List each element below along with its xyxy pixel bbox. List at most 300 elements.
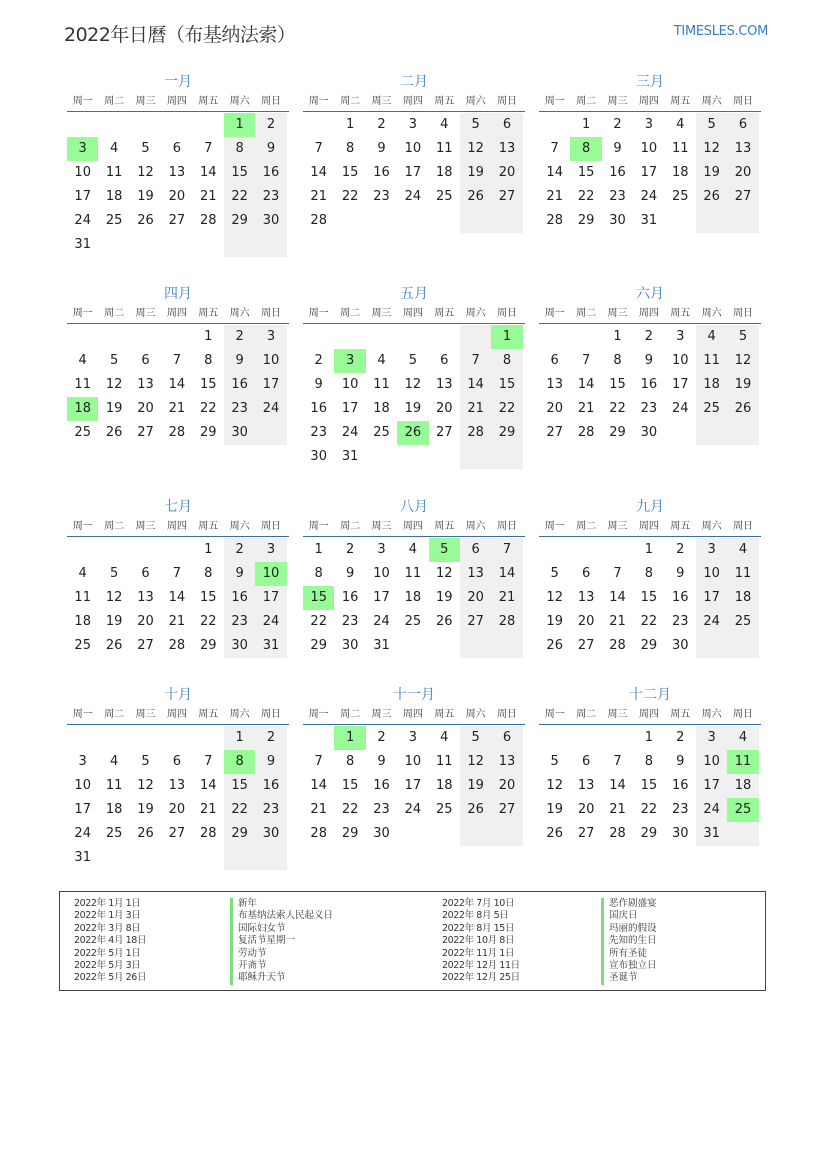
day-cell: 1 (224, 726, 255, 750)
day-cell: 27 (577, 638, 595, 653)
day-cell: 28 (546, 213, 563, 228)
day-cell: 18 (696, 373, 727, 397)
empty-cell (366, 445, 397, 469)
holiday-name: 布基纳法索人民起义日 (238, 910, 334, 922)
day-cell: 25 (105, 213, 123, 228)
empty-cell (397, 822, 428, 846)
weekday-label: 周三 (371, 308, 392, 319)
day-cell: 10 (404, 141, 422, 156)
day-grid (539, 726, 761, 846)
day-cell: 14 (310, 778, 327, 793)
weekday-label: 周六 (701, 521, 722, 532)
day-grid (67, 726, 289, 870)
day-cell: 28 (310, 826, 327, 841)
weekday-label: 周四 (166, 308, 187, 319)
day-cell: 9 (377, 141, 386, 156)
empty-cell (491, 822, 522, 846)
day-cell: 20 (460, 586, 491, 610)
empty-cell (570, 538, 601, 562)
holiday-name: 复活节星期一 (238, 935, 296, 947)
day-cell: 30 (341, 638, 359, 653)
day-cell: 20 (137, 614, 154, 629)
month-block (303, 497, 525, 658)
day-cell: 23 (224, 610, 255, 634)
day-cell: 13 (577, 590, 595, 605)
day-cell: 22 (341, 802, 359, 817)
day-cell: 8 (613, 353, 622, 368)
day-cell: 5 (550, 754, 559, 769)
day-cell: 27 (137, 425, 154, 440)
day-cell: 8 (644, 754, 653, 769)
day-cell: 15 (224, 774, 255, 798)
empty-cell (570, 726, 601, 750)
day-cell: 7 (460, 349, 491, 373)
day-cell: 12 (137, 778, 154, 793)
day-cell: 30 (609, 213, 626, 228)
day-cell: 19 (435, 590, 453, 605)
day-cell: 1 (581, 117, 591, 132)
day-cell: 9 (224, 562, 255, 586)
day-cell: 5 (460, 726, 491, 750)
day-cell: 8 (314, 566, 323, 581)
day-cell: 13 (137, 590, 154, 605)
day-cell: 20 (546, 401, 563, 416)
day-cell: 15 (609, 377, 626, 392)
holiday-day-cell: 26 (397, 421, 428, 445)
day-cell: 30 (671, 826, 689, 841)
day-cell: 4 (440, 117, 449, 132)
day-cell: 17 (404, 165, 422, 180)
day-cell: 20 (577, 614, 595, 629)
day-cell: 26 (696, 185, 727, 209)
weekday-label: 周日 (733, 96, 754, 107)
weekday-label: 周三 (607, 308, 628, 319)
day-cell: 5 (141, 141, 150, 156)
day-cell: 11 (727, 562, 758, 586)
day-cell: 19 (105, 401, 123, 416)
weekday-header (67, 519, 289, 537)
weekday-label: 周日 (261, 521, 282, 532)
empty-cell (303, 325, 334, 349)
empty-cell (429, 325, 460, 349)
holiday-name: 恶作剧盛宴 (609, 898, 657, 909)
month-block (539, 685, 761, 846)
empty-cell (727, 209, 758, 233)
holiday-list (59, 891, 766, 991)
day-cell: 24 (671, 401, 689, 416)
day-cell: 10 (341, 377, 359, 392)
empty-cell (67, 726, 98, 750)
month-block (303, 685, 525, 846)
day-cell: 10 (404, 754, 422, 769)
day-cell: 24 (74, 213, 91, 228)
day-cell: 10 (74, 778, 91, 793)
empty-cell (397, 634, 428, 658)
day-cell: 15 (341, 778, 359, 793)
empty-cell (130, 538, 161, 562)
day-cell: 1 (314, 542, 323, 557)
day-cell: 26 (727, 397, 758, 421)
day-cell: 1 (644, 542, 653, 557)
day-cell: 22 (577, 189, 595, 204)
day-cell: 17 (74, 802, 91, 817)
day-cell: 25 (404, 614, 422, 629)
day-cell: 30 (640, 425, 658, 440)
month-name: 二月 (400, 74, 428, 90)
weekday-label: 周五 (434, 308, 455, 319)
day-cell: 9 (255, 750, 286, 774)
month-name: 十月 (164, 687, 192, 703)
day-cell: 2 (255, 726, 286, 750)
holiday-date: 2022年 8月 15日 (442, 922, 515, 934)
day-cell: 2 (224, 325, 255, 349)
empty-cell (397, 209, 428, 233)
empty-cell (429, 634, 460, 658)
day-cell: 28 (168, 425, 186, 440)
empty-cell (570, 325, 601, 349)
holiday-name: 玛丽的假设 (609, 922, 657, 934)
holiday-date: 2022年 8月 5日 (442, 910, 509, 922)
day-cell: 6 (172, 141, 181, 156)
day-cell: 15 (491, 373, 522, 397)
empty-cell (727, 634, 758, 658)
day-cell: 2 (644, 329, 653, 344)
day-cell: 14 (491, 562, 522, 586)
day-cell: 27 (137, 638, 154, 653)
day-cell: 17 (640, 165, 658, 180)
day-cell: 2 (613, 117, 622, 132)
day-cell: 29 (341, 826, 359, 841)
day-cell: 8 (491, 349, 522, 373)
weekday-label: 周六 (465, 521, 486, 532)
day-cell: 21 (546, 189, 563, 204)
day-cell: 2 (676, 730, 685, 745)
day-cell: 12 (460, 750, 491, 774)
day-cell: 18 (435, 778, 453, 793)
day-cell: 16 (255, 161, 286, 185)
day-cell: 21 (460, 397, 491, 421)
day-cell: 22 (224, 185, 255, 209)
day-cell: 29 (609, 425, 626, 440)
day-cell: 27 (435, 425, 453, 440)
month-name: 四月 (164, 286, 192, 302)
day-cell: 16 (373, 778, 390, 793)
weekday-label: 周三 (135, 96, 156, 107)
day-cell: 22 (199, 614, 217, 629)
day-cell: 18 (74, 614, 91, 629)
day-cell: 24 (696, 798, 727, 822)
weekday-label: 周四 (402, 308, 423, 319)
day-cell: 28 (199, 213, 217, 228)
empty-cell (98, 325, 129, 349)
day-cell: 5 (727, 325, 758, 349)
day-cell: 29 (224, 822, 255, 846)
day-cell: 18 (671, 165, 689, 180)
holiday-name: 开斋节 (238, 960, 267, 972)
day-cell: 5 (109, 566, 119, 581)
day-cell: 6 (581, 566, 591, 581)
day-cell: 13 (435, 377, 453, 392)
weekday-label: 周五 (198, 709, 219, 720)
month-name: 十一月 (393, 687, 435, 703)
month-name: 九月 (636, 499, 664, 515)
day-cell: 11 (74, 377, 91, 392)
day-cell: 29 (224, 209, 255, 233)
empty-cell (193, 846, 224, 870)
day-cell: 17 (671, 377, 689, 392)
day-cell: 31 (74, 850, 91, 865)
day-cell: 2 (676, 542, 685, 557)
day-cell: 21 (491, 586, 522, 610)
day-cell: 18 (105, 802, 123, 817)
holiday-date: 2022年 5月 26日 (74, 972, 147, 984)
holiday-name: 圣诞节 (609, 972, 638, 984)
day-cell: 2 (377, 730, 386, 745)
empty-cell (193, 113, 224, 137)
day-cell: 22 (640, 614, 658, 629)
day-cell: 20 (577, 802, 595, 817)
weekday-label: 周四 (638, 96, 659, 107)
weekday-label: 周二 (576, 709, 597, 720)
day-cell: 21 (609, 802, 626, 817)
day-cell: 7 (204, 141, 213, 156)
day-cell: 4 (727, 726, 758, 750)
day-cell: 25 (74, 638, 91, 653)
month-name: 五月 (400, 286, 428, 302)
weekday-label: 周二 (104, 709, 125, 720)
empty-cell (429, 209, 460, 233)
day-cell: 16 (671, 778, 689, 793)
day-cell: 12 (696, 137, 727, 161)
day-cell: 23 (671, 802, 689, 817)
day-cell: 14 (460, 373, 491, 397)
day-cell: 6 (440, 353, 449, 368)
weekday-label: 周五 (670, 96, 691, 107)
weekday-label: 周六 (465, 308, 486, 319)
empty-cell (696, 209, 727, 233)
day-cell: 13 (491, 137, 522, 161)
day-grid (67, 538, 289, 658)
day-cell: 21 (577, 401, 595, 416)
day-cell: 26 (137, 826, 154, 841)
day-cell: 16 (310, 401, 327, 416)
empty-cell (130, 325, 161, 349)
holiday-date: 2022年 1月 3日 (74, 910, 141, 922)
day-cell: 22 (609, 401, 626, 416)
day-cell: 27 (168, 826, 186, 841)
day-cell: 3 (408, 117, 417, 132)
empty-cell (539, 325, 570, 349)
day-cell: 14 (609, 778, 626, 793)
weekday-label: 周三 (371, 709, 392, 720)
day-cell: 30 (224, 421, 255, 445)
holiday-day-cell: 3 (67, 137, 98, 161)
day-cell: 4 (78, 566, 87, 581)
day-cell: 11 (373, 377, 390, 392)
day-cell: 14 (546, 165, 563, 180)
day-cell: 17 (255, 586, 286, 610)
day-cell: 13 (460, 562, 491, 586)
empty-cell (98, 233, 129, 257)
weekday-label: 周四 (402, 709, 423, 720)
month-block (303, 284, 525, 469)
day-cell: 3 (676, 329, 685, 344)
weekday-label: 周五 (670, 308, 691, 319)
day-cell: 18 (727, 774, 758, 798)
day-cell: 23 (310, 425, 327, 440)
day-cell: 12 (105, 377, 123, 392)
day-grid (67, 325, 289, 445)
day-cell: 2 (314, 353, 323, 368)
site-logo[interactable]: TIMESLES.COM (673, 24, 768, 39)
empty-cell (397, 445, 428, 469)
day-cell: 26 (460, 798, 491, 822)
day-cell: 12 (435, 566, 453, 581)
empty-cell (602, 538, 633, 562)
month-block (67, 284, 289, 445)
weekday-label: 周四 (638, 709, 659, 720)
day-cell: 7 (204, 754, 213, 769)
day-cell: 10 (671, 353, 689, 368)
weekday-label: 周二 (104, 308, 125, 319)
day-cell: 19 (696, 161, 727, 185)
empty-cell (460, 445, 491, 469)
day-cell: 27 (168, 213, 186, 228)
day-cell: 14 (168, 590, 186, 605)
weekday-label: 周四 (166, 709, 187, 720)
day-cell: 23 (671, 614, 689, 629)
weekday-label: 周五 (670, 709, 691, 720)
day-cell: 24 (640, 189, 658, 204)
day-cell: 6 (172, 754, 181, 769)
day-cell: 9 (314, 377, 323, 392)
day-cell: 27 (577, 826, 595, 841)
empty-cell (98, 726, 129, 750)
day-cell: 27 (460, 610, 491, 634)
day-cell: 25 (671, 189, 689, 204)
day-cell: 17 (373, 590, 390, 605)
weekday-label: 周五 (198, 308, 219, 319)
empty-cell (397, 325, 428, 349)
weekday-label: 周二 (576, 308, 597, 319)
day-cell: 22 (640, 802, 658, 817)
empty-cell (665, 209, 696, 233)
day-cell: 21 (609, 614, 626, 629)
day-cell: 24 (255, 397, 286, 421)
day-cell: 18 (404, 590, 422, 605)
empty-cell (98, 538, 129, 562)
day-cell: 17 (696, 774, 727, 798)
day-cell: 20 (491, 161, 522, 185)
day-cell: 26 (546, 638, 563, 653)
day-cell: 4 (440, 730, 449, 745)
day-cell: 21 (310, 802, 327, 817)
day-cell: 30 (224, 634, 255, 658)
day-cell: 19 (460, 774, 491, 798)
weekday-header (67, 306, 289, 324)
day-cell: 28 (460, 421, 491, 445)
day-cell: 8 (224, 137, 255, 161)
day-cell: 28 (491, 610, 522, 634)
empty-cell (161, 726, 192, 750)
day-cell: 7 (550, 141, 559, 156)
holiday-dates-right (442, 898, 520, 985)
day-cell: 8 (345, 141, 355, 156)
weekday-label: 周一 (544, 709, 565, 720)
day-cell: 11 (74, 590, 91, 605)
day-cell: 31 (341, 449, 359, 464)
holiday-day-cell: 5 (429, 538, 460, 562)
day-cell: 9 (644, 353, 653, 368)
holiday-date: 2022年 5月 3日 (74, 960, 141, 972)
day-cell: 4 (727, 538, 758, 562)
weekday-label: 周日 (733, 308, 754, 319)
day-cell: 19 (727, 373, 758, 397)
day-cell: 5 (141, 754, 150, 769)
month-name: 七月 (164, 499, 192, 515)
day-cell: 14 (199, 165, 217, 180)
day-cell: 7 (491, 538, 522, 562)
weekday-label: 周六 (229, 308, 250, 319)
day-cell: 13 (137, 377, 154, 392)
day-cell: 3 (408, 730, 417, 745)
calendar-title: 2022年日曆（布基纳法索） (64, 24, 296, 46)
day-grid (303, 325, 525, 469)
day-cell: 16 (341, 590, 359, 605)
day-cell: 17 (74, 189, 91, 204)
day-cell: 20 (168, 802, 186, 817)
weekday-label: 周日 (261, 308, 282, 319)
day-cell: 9 (345, 566, 355, 581)
day-cell: 9 (377, 754, 386, 769)
day-cell: 15 (224, 161, 255, 185)
day-cell: 5 (408, 353, 417, 368)
day-cell: 12 (546, 590, 563, 605)
day-cell: 8 (204, 566, 213, 581)
weekday-label: 周五 (198, 521, 219, 532)
day-cell: 15 (640, 778, 658, 793)
day-grid (539, 538, 761, 658)
day-cell: 11 (105, 165, 123, 180)
weekday-label: 周日 (733, 521, 754, 532)
weekday-label: 周二 (576, 96, 597, 107)
holiday-names-right (601, 898, 657, 985)
day-cell: 8 (204, 353, 213, 368)
day-cell: 3 (255, 538, 286, 562)
day-cell: 30 (255, 822, 286, 846)
weekday-label: 周五 (434, 96, 455, 107)
empty-cell (67, 325, 98, 349)
empty-cell (460, 822, 491, 846)
weekday-label: 周一 (72, 308, 93, 319)
holiday-day-cell: 8 (570, 137, 601, 161)
weekday-label: 周一 (72, 96, 93, 107)
day-cell: 3 (696, 726, 727, 750)
day-cell: 13 (577, 778, 595, 793)
weekday-label: 周四 (166, 96, 187, 107)
holiday-name: 国际妇女节 (238, 922, 286, 934)
day-cell: 1 (345, 117, 355, 132)
day-cell: 12 (727, 349, 758, 373)
day-cell: 5 (109, 353, 119, 368)
empty-cell (429, 822, 460, 846)
day-cell: 26 (546, 826, 563, 841)
day-cell: 28 (577, 425, 595, 440)
day-cell: 13 (491, 750, 522, 774)
weekday-label: 周六 (465, 96, 486, 107)
month-name: 十二月 (629, 687, 671, 703)
empty-cell (460, 634, 491, 658)
